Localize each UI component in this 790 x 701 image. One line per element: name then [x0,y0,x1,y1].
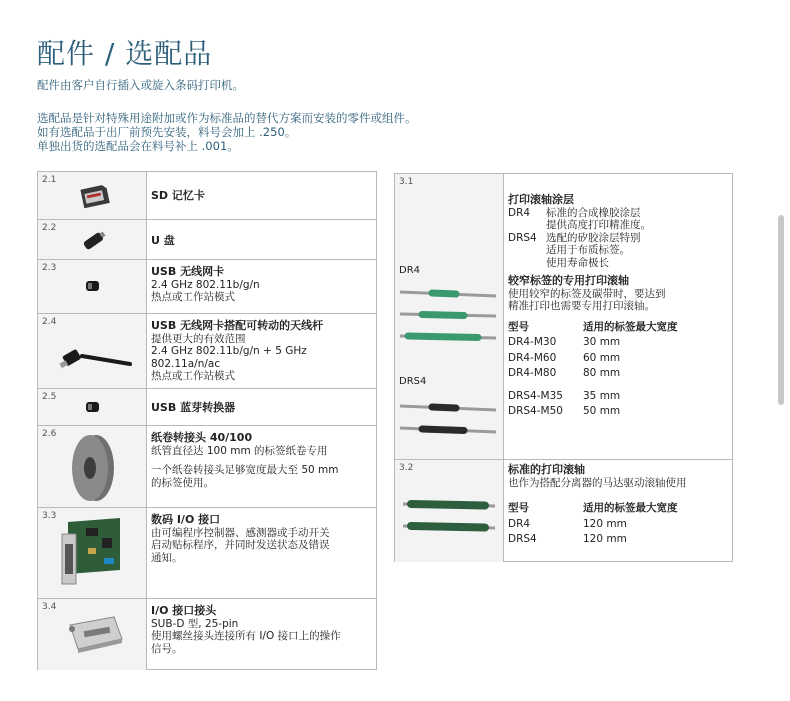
item-number: 3.3 [42,511,57,521]
coating-code: DRS4 [508,231,537,244]
item-line: 提供更大的有效范围 [151,332,246,345]
item-line: 由可编程序控制器、感测器或手动开关 [151,526,330,539]
item-line: 使用螺丝接头连接所有 I/O 接口上的操作 [151,630,341,642]
item-line: 热点或工作站模式 [151,370,235,382]
item-title: USB 无线网卡搭配可转动的天线杆 [151,319,324,332]
item-title: SD 记忆卡 [151,189,205,202]
table-row [395,174,732,459]
item-line: 2.4 GHz 802.11b/g/n [151,278,260,291]
item-line: 2.4 GHz 802.11b/g/n + 5 GHz 802.11a/n/ac [151,345,307,370]
intro-line: 选配品是针对特殊用途附加或作为标准品的替代方案而安装的零件或组件。 [37,111,417,125]
item-title: 数码 I/O 接口 [151,513,221,526]
image-cell [38,389,147,426]
width-cell: 120 mm [583,517,627,530]
model-cell: DR4-M80 [508,367,557,379]
accessories-table [37,171,377,670]
io-board-icon [58,514,128,594]
coating-code: DR4 [508,206,531,219]
table-row [38,425,376,508]
width-cell: 30 mm [583,336,621,348]
roller-label: DR4 [399,265,421,276]
model-cell: DRS4-M50 [508,405,563,417]
table-row [38,388,376,426]
image-cell [395,460,504,562]
item-title: USB 无线网卡 [151,265,225,278]
section-desc: 使用较窄的标签及碳带时，要达到 [508,287,666,300]
table-row [38,313,376,389]
page-title: 配件 / 选配品 [37,37,213,70]
scrollbar-thumb[interactable] [778,215,784,405]
item-line: 纸管直径达 100 mm 的标签纸卷专用 [151,444,328,457]
coating-desc: 适用于布质标签。 [546,244,630,256]
item-line: 的标签使用。 [151,476,214,489]
item-number: 3.4 [42,602,57,612]
item-number: 2.6 [42,429,57,439]
item-line: SUB-D 型, 25-pin [151,617,239,630]
item-number: 3.2 [399,463,414,473]
model-cell: DR4 [508,517,531,530]
table-row [38,259,376,314]
roller-label: DRS4 [399,376,427,387]
image-cell [38,599,147,670]
width-cell: 80 mm [583,367,621,379]
section-desc: 精准打印也需要专用打印滚轴。 [508,300,655,312]
model-cell: DR4-M30 [508,336,557,348]
item-number: 3.1 [399,177,414,187]
image-cell [38,220,147,260]
coating-desc: 标准的合成橡胶涂层 [546,206,641,219]
col-header-model: 型号 [508,320,529,333]
item-title: I/O 接口接头 [151,604,217,617]
item-line: 一个纸卷转接头足够宽度最大至 50 mm [151,464,339,476]
table-row [38,507,376,599]
item-line: 热点或工作站模式 [151,291,235,303]
rollers-table [394,173,733,562]
width-cell: 50 mm [583,405,621,417]
item-number: 2.5 [42,392,57,402]
item-title: USB 蓝芽转换器 [151,401,236,414]
usb-drive-icon [80,228,108,252]
item-number: 2.2 [42,223,57,233]
col-header-model: 型号 [508,502,529,514]
dr4-rollers-image [398,284,500,346]
image-cell [38,508,147,599]
width-cell: 120 mm [583,533,627,545]
item-title: U 盘 [151,234,175,247]
intro-line: 如有选配品于出厂前预先安装，料号会加上 .250。 [37,125,297,139]
coating-desc: 选配的矽胶涂层特别 [546,231,641,244]
table-row [38,172,376,219]
item-number: 2.1 [42,175,57,185]
sub-d-connector-icon [64,611,126,657]
image-cell [38,426,147,508]
usb-wifi-dongle-icon [84,278,102,294]
image-cell [38,172,147,219]
model-cell: DRS4-M35 [508,389,563,402]
item-number: 2.3 [42,263,57,273]
intro-line: 单独出货的选配品会在料号补上 .001。 [37,139,239,153]
item-title: 打印滚轴涂层 [508,193,574,206]
table-row [38,598,376,670]
image-cell [395,174,504,459]
section-desc: 也作为搭配分离器的马达驱动滚轴使用 [508,476,687,489]
item-line: 启动贴标程序，并同时发送状态及错误 [151,539,330,551]
roll-adapter-icon [68,432,118,504]
item-line: 通知。 [151,551,183,564]
table-row [395,459,732,562]
coating-desc: 提供高度打印精准度。 [546,219,651,231]
usb-wifi-antenna-icon [58,332,134,374]
table-row [38,219,376,260]
drs4-rollers-image [398,398,500,444]
bluetooth-adapter-icon [84,399,102,415]
sd-card-icon [76,182,112,210]
col-header-width: 适用的标签最大宽度 [583,502,678,514]
col-header-width: 适用的标签最大宽度 [583,320,678,333]
width-cell: 35 mm [583,389,621,402]
image-cell [38,314,147,389]
width-cell: 60 mm [583,351,621,364]
section-subtitle: 较窄标签的专用打印滚轴 [508,274,629,287]
intro-line: 配件由客户自行插入或旋入条码打印机。 [37,78,244,92]
item-line: 信号。 [151,642,183,655]
coating-desc: 使用寿命极长 [546,256,609,269]
item-number: 2.4 [42,317,57,327]
item-title: 纸卷转接头 40/100 [151,431,253,444]
model-cell: DR4-M60 [508,351,557,364]
image-cell [38,260,147,314]
model-cell: DRS4 [508,533,537,545]
item-title: 标准的打印滚轴 [508,463,585,476]
standard-rollers-image [401,496,499,536]
